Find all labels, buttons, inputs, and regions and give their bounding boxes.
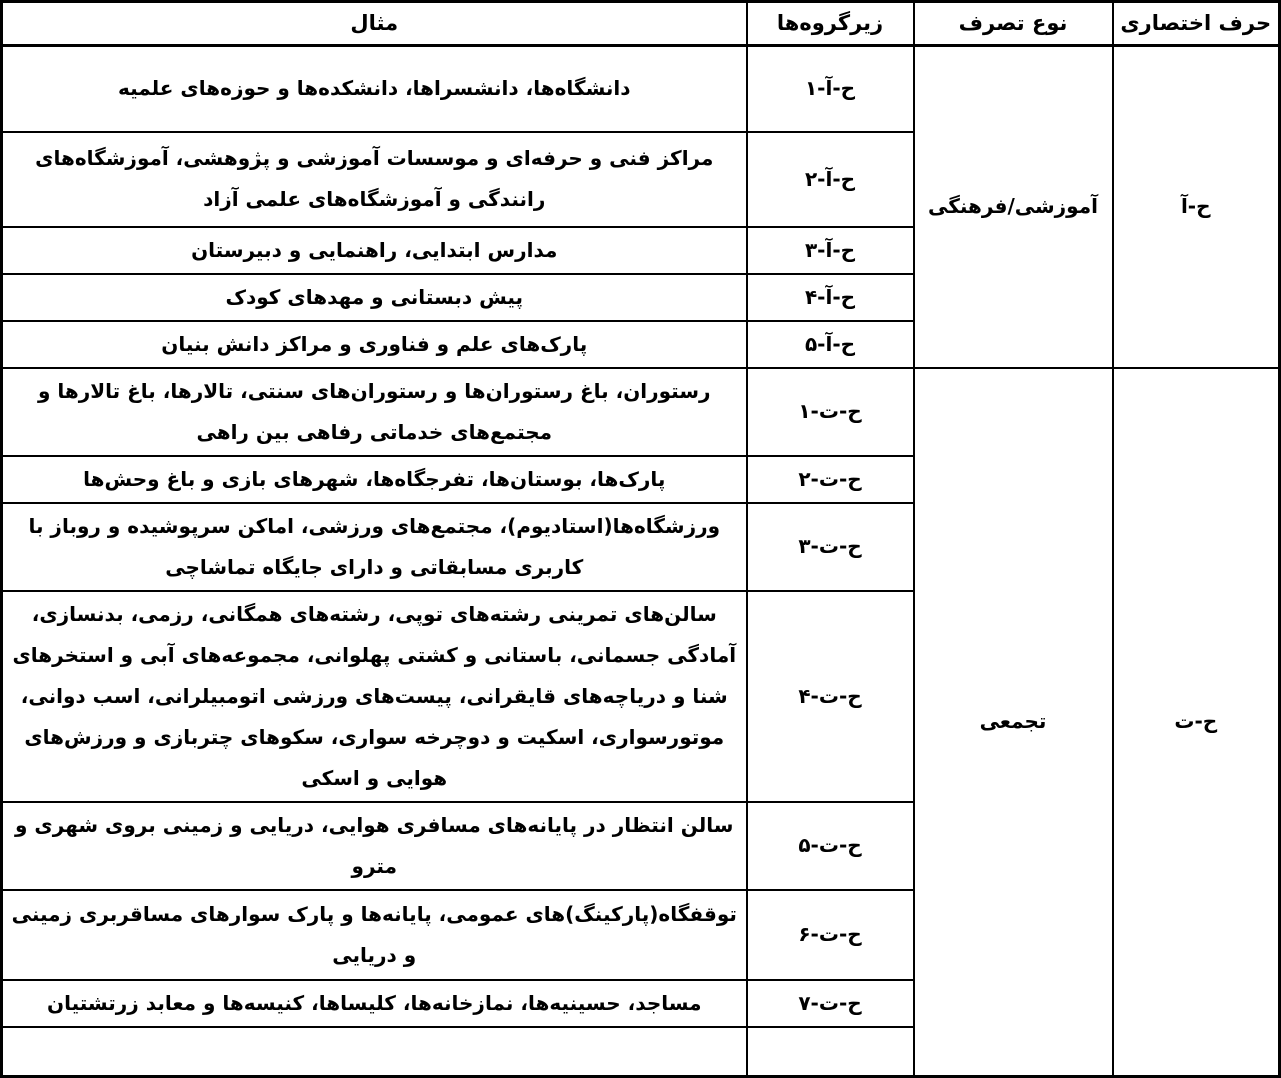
cell-subgroup-code: ح-آ-۵ [747, 321, 914, 368]
cell-subgroup-code: ح-ت-۲ [747, 456, 914, 503]
cell-subgroup-code: ح-آ-۱ [747, 46, 914, 132]
cell-abbreviation-group: ح-آ [1113, 46, 1280, 368]
cell-subgroup-code: ح-ت-۱ [747, 368, 914, 456]
header-row [2, 2, 1280, 46]
cell-subgroup-code: ح-ت-۶ [747, 890, 914, 980]
cell-example: توقفگاه(پارکینگ)های عمومی، پایانه‌ها و پارک سوارهای مساقربری زمینی و دریایی [2, 890, 747, 980]
cell-example: رستوران، باغ رستوران‌ها و رستوران‌های سنتی، تالارها، باغ تالارها و مجتمع‌های خدماتی رفاهی بین راهی [2, 368, 747, 456]
cell-example: سالن انتظار در پایانه‌های مسافری هوایی، دریایی و زمینی بروی شهری و مترو [2, 802, 747, 890]
column-header-occupancy-type: نوع تصرف [914, 2, 1113, 46]
table-row [2, 368, 1280, 456]
cell-example: سالن‌های تمرینی رشته‌های توپی، رشته‌های همگانی، رزمی، بدنسازی، آمادگی جسمانی، باستانی و کشتی پهلوانی، مجموعه‌های آبی و استخرهای شنا و دریاچه‌های قایقرانی، پیست‌های ورزشی اتومبیلرانی، اسب دوانی، موتورسواری، اسکیت و دوچرخه سواری، سکوهای چتربازی و ورزش‌های هوایی و اسکی [2, 591, 747, 802]
cell-example: پارک‌های علم و فناوری و مراکز دانش بنیان [2, 321, 747, 368]
cell-subgroup-code: ح-ت-۴ [747, 591, 914, 802]
cell-occupancy-type-group: تجمعی [914, 368, 1113, 1077]
cell-subgroup-code [747, 1027, 914, 1077]
cell-subgroup-code: ح-ت-۵ [747, 802, 914, 890]
document-page [3, 0, 1281, 1015]
cell-example: مساجد، حسینیه‌ها، نمازخانه‌ها، کلیساها، کنیسه‌ها و معابد زرتشتیان [2, 980, 747, 1027]
cell-example: پیش دبستانی و مهدهای کودک [2, 274, 747, 321]
cell-example: مراکز فنی و حرفه‌ای و موسسات آموزشی و پژوهشی، آموزشگاه‌های رانندگی و آموزشگاه‌های علمی آزاد [2, 132, 747, 227]
cell-abbreviation-group: ح-ت [1113, 368, 1280, 1077]
cell-example: پارک‌ها، بوستان‌ها، تفرجگاه‌ها، شهرهای بازی و باغ وحش‌ها [2, 456, 747, 503]
column-header-abbreviation: حرف اختصاری [1113, 2, 1280, 46]
cell-example: ورزشگاه‌ها(استادیوم)، مجتمع‌های ورزشی، اماکن سرپوشیده و روباز با کاربری مسابقاتی و دارای جایگاه تماشاچی [2, 503, 747, 591]
cell-subgroup-code: ح-ت-۷ [747, 980, 914, 1027]
cell-example: دانشگاه‌ها، دانشسراها، دانشکده‌ها و حوزه‌های علمیه [2, 46, 747, 132]
column-header-subgroups: زیرگروه‌ها [747, 2, 914, 46]
cell-subgroup-code: ح-آ-۳ [747, 227, 914, 274]
column-header-example: مثال [2, 2, 747, 46]
cell-subgroup-code: ح-آ-۲ [747, 132, 914, 227]
table-row [2, 46, 1280, 132]
cell-occupancy-type-group: آموزشی/فرهنگی [914, 46, 1113, 368]
cell-example: مدارس ابتدایی، راهنمایی و دبیرستان [2, 227, 747, 274]
cell-subgroup-code: ح-آ-۴ [747, 274, 914, 321]
cell-subgroup-code: ح-ت-۳ [747, 503, 914, 591]
cell-example [2, 1027, 747, 1077]
